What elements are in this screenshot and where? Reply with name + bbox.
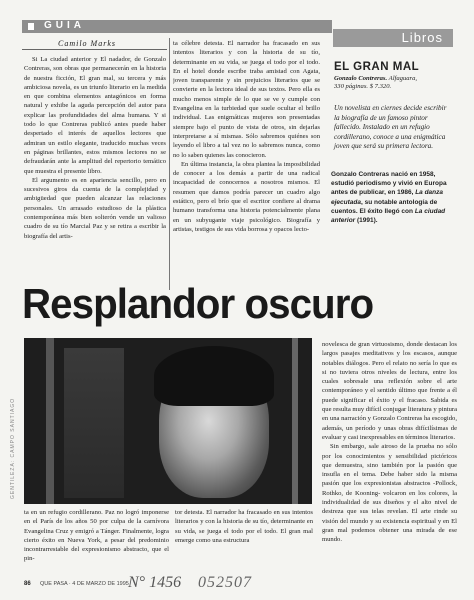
author-bio <box>331 170 449 225</box>
article-column-4 <box>175 508 313 568</box>
hair-shape <box>154 346 274 406</box>
book-publisher: Alfaguara, <box>388 75 418 82</box>
paragraph: tor detesta. El narrador ha fracasado en sus intentos literarios y con la historia de su tío, determinante en su vida, se juega el todo por el todo. El gran mal emerge como una estructura <box>175 509 313 544</box>
bio-part: , su notable antología de cuentos. El éxito llegó con <box>331 198 438 215</box>
page-number: 86 <box>24 581 31 587</box>
paragraph: Si La ciudad anterior y El nadador, de Gonzalo Contreras, son obras que permanecerán en la historia de nuestra ficción, El gran mal, su tercera y más ambiciosa novela, es un triunfo literario en la medida en que combina elementos antagónicos en forma natural y exhibe la aguda percepción del autor para explicar las profundidades del alma humana. Y si todo lo que Contreras publicó antes puede haber despertado el interés de aquellos lectores que admiran un estilo elegante, traducido muchas veces en páginas brillantes, estos mismos lectores no se defraudarán ante la amplitud del repertorio temático que muestra el presente libro. <box>24 56 166 175</box>
section-title: GUIA <box>44 20 85 31</box>
book-title: EL GRAN MAL <box>334 61 420 73</box>
section-header-bar <box>22 20 332 33</box>
book-info-sidebar <box>325 52 453 292</box>
photo-background <box>64 348 124 498</box>
handwritten-number-left: N° 1456 <box>128 574 182 591</box>
book-blurb: Un novelista en ciernes decide escribir la biografía de un famoso pintor fallecido. Instalado en un refugio cordillerano, conoce a una enigmática joven que será su primera lectora. <box>334 104 447 151</box>
libros-tab <box>333 29 453 47</box>
photo-credit: GENTILEZA: CAMPO SANTIAGO <box>10 397 16 499</box>
column-divider <box>169 38 170 290</box>
author-photo <box>24 338 312 504</box>
bio-book-title: La ciudad anterior <box>331 207 446 225</box>
article-column-5 <box>322 340 457 568</box>
section-square-icon <box>28 23 34 30</box>
byline-divider <box>22 49 167 50</box>
photo-frame-left <box>46 338 54 504</box>
book-author: Gonzalo Contreras. <box>334 75 388 82</box>
bio-part: (1991). <box>357 217 378 225</box>
author-byline: Camilo Marks <box>58 39 116 48</box>
paragraph: En última instancia, la obra plantea la imposibilidad de conocer a los demás a partir de una radical incapacidad de conocernos a nosotros mismos. El resumen que damos podría parecer un cuadro algo estático, pero el brío que el escritor confiere al drama humano transforma una historia potencialmente plana en un subyugante viaje psicológico. Biografía y artistas, testigos de sus vida borrosa y opacos lecto- <box>173 160 320 233</box>
paragraph: Sin embargo, sale airoso de la prueba no sólo por los conocimientos y sensibilidad pictóricos que demuestra, sino también por la pasión que insufla en el tema. Debe haber sido la misma pasión que los expresionistas abstractos -Pollock, Rothko, de Kooning- volcaron en los colores, la individualidad de sus diseños y el alto nivel de destreza que sus telas revelan. El arte rinde su visión del mundo y su existencia espiritual y en El gran mal podemos obtener una mirada de ese mundo. <box>322 443 457 544</box>
paragraph: El argumento es en apariencia sencillo, pero en sucesivos giros da cuenta de la complejidad y ambigüedad que pueden alcanzar las relaciones personales. Un arrasado estudioso de la plástica contemporánea más bien solterón vende un valioso cuadro de su tío Marcial Paz y se retira a escribir la biografía del artis- <box>24 176 166 240</box>
article-column-2 <box>173 39 320 287</box>
bio-part: Gonzalo Contreras nació en 1958, estudió periodismo y vivió en Europa antes de publicar, en 1986, <box>331 171 447 197</box>
photo-frame-right <box>292 338 298 504</box>
article-headline: Resplandor oscuro <box>22 280 374 327</box>
article-column-3 <box>24 508 169 568</box>
handwritten-number-right: 052507 <box>198 574 252 591</box>
book-pages-price: 330 páginas. $ 7.320. <box>334 83 392 91</box>
paragraph: ta célebre detesta. El narrador ha fracasado en sus intentos literarios y con la historia de su tío, determinante en su vida, se juega el todo por el todo. En el hotel donde escribe traba amistad con Agata, joven transparente y sin prejuicios literarios que se convierte en la lectora ideal de sus textos. Pero ella es mucho menos simple de lo que se ve y cumple con Evangelina en la turbiedad que suele ocultar el brillo individual. Las enigmáticas mujeres son presentadas siempre bajo el punto de vista de otros, sin dejarlas interpretarse a sí mismas. Sólo sabremos quiénes son leyendo el libro a tal vez no lo sabremos nunca, como no lo saben quienes las conocieron. <box>173 40 320 159</box>
paragraph: novelesca de gran virtuosismo, donde destacan los largos pasajes meditativos y los escasos, aunque notables diálogos. Pero el relato no sería lo que es si no tuviera otros niveles de lectura, entre los cuales sobresale una reflexión sobre el arte contemporáneo y el sentido último que frente a él puede significar el éxito y el fracaso. Sabida es que resulta muy difícil conjugar literatura y pintura en una narración y Gonzalo Contreras ha escogido, además, un período y unas obras difícilísimas de evaluar y casi inexpresables en términos literarios. <box>322 341 457 441</box>
bio-book-title: La danza ejecutada <box>331 189 443 206</box>
article-column-1 <box>24 55 166 287</box>
libros-label: Libros <box>401 30 443 45</box>
publication-details <box>334 75 449 92</box>
paragraph: ta en un refugio cordillerano. Paz no logró imponerse en el París de los años 50 por culpa de la carnívora Evangelina Cruz y emigró a Tánger. Finalmente, logra cierto éxito en Nueva York, a pesar del predominio incontrarrestable del expresionismo abstracto, que el pin- <box>24 509 169 563</box>
issue-footer: QUE PASA · 4 DE MARZO DE 1995 <box>40 581 129 587</box>
